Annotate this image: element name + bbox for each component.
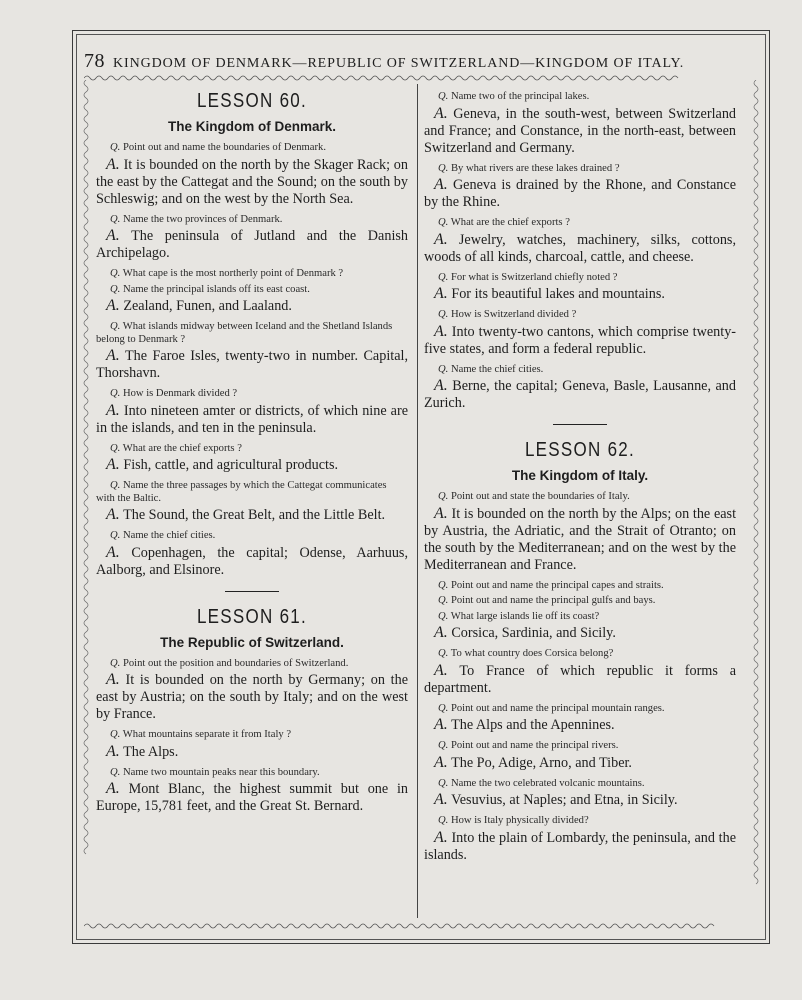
- question-text: Point out and name the principal gulfs and bays.: [450, 595, 656, 606]
- question-label: Q.: [110, 766, 121, 778]
- question: [424, 491, 736, 504]
- answer: [96, 156, 408, 208]
- page-number: 78: [84, 50, 105, 72]
- answer: [424, 505, 736, 574]
- answer-label: A.: [434, 322, 448, 340]
- question: [424, 595, 736, 608]
- answer-text: The peninsula of Jutland and the Danish Archipelago.: [96, 228, 408, 261]
- question-text: How is Switzerland divided ?: [450, 309, 577, 320]
- answer-label: A.: [434, 285, 448, 302]
- question: [96, 284, 408, 297]
- answer: [424, 231, 736, 266]
- answer-text: The Po, Adige, Arno, and Tiber.: [451, 754, 632, 771]
- answer-label: A.: [434, 377, 448, 394]
- question-text: What large islands lie off its coast?: [450, 610, 600, 622]
- question-text: Name the chief cities.: [450, 363, 544, 375]
- answer-text: Jewelry, watches, machinery, silks, cottons, woods of all kinds, charcoal, cattle, and cheese.: [424, 231, 736, 265]
- qa-list: [424, 491, 736, 864]
- question-text: What are the chief exports ?: [450, 217, 570, 228]
- question-label: Q.: [110, 442, 121, 454]
- answer-label: A.: [434, 828, 448, 846]
- question-text: What cape is the most northerly point of Denmark ?: [122, 268, 344, 279]
- question-text: Name the three passages by which the Cattegat communicates with the Baltic.: [96, 480, 387, 504]
- answer-text: The Faroe Isles, twenty-two in number. Capital, Thorshavn.: [96, 348, 408, 381]
- question-label: Q.: [110, 530, 121, 541]
- qa-list: [424, 91, 736, 412]
- answer-text: Vesuvius, at Naples; and Etna, in Sicily.: [451, 792, 678, 808]
- answer: [96, 544, 408, 579]
- question-label: Q.: [110, 321, 121, 332]
- answer-text: For its beautiful lakes and mountains.: [451, 286, 665, 302]
- answer-label: A.: [106, 742, 120, 760]
- answer: [96, 743, 408, 761]
- lesson-separator: [553, 424, 607, 425]
- question-text: To what country does Corsica belong?: [450, 648, 614, 659]
- answer-text: Geneva, in the south-west, between Switzerland and France; and Constance, in the north-east, between Switzerland and Germany.: [424, 105, 737, 156]
- question-label: Q.: [110, 142, 121, 153]
- question-label: Q.: [438, 217, 449, 228]
- answer-label: A.: [106, 543, 120, 561]
- question-label: Q.: [438, 777, 449, 789]
- answer-label: A.: [106, 347, 120, 364]
- answer-label: A.: [106, 780, 120, 797]
- question-label: Q.: [438, 309, 449, 320]
- question-text: Point out the position and boundaries of Switzerland.: [122, 657, 349, 669]
- answer-text: The Alps.: [123, 743, 179, 760]
- question-text: By what rivers are these lakes drained ?: [450, 162, 620, 174]
- lesson-subtitle: The Kingdom of Denmark.: [167, 119, 336, 134]
- question: [96, 480, 408, 505]
- qa-list: [96, 658, 408, 816]
- answer-text: Fish, cattle, and agricultural products.: [123, 457, 339, 473]
- question-text: How is Italy physically divided?: [450, 815, 589, 826]
- answer-label: A.: [106, 401, 120, 419]
- wavy-rule-bottom: [84, 922, 756, 930]
- question-label: Q.: [438, 595, 449, 606]
- question-label: Q.: [110, 283, 121, 295]
- question-text: Point out and name the principal mountain ranges.: [450, 702, 665, 714]
- answer-label: A.: [434, 753, 448, 771]
- question-text: What islands midway between Iceland and the Shetland Islands belong to Denmark ?: [96, 321, 393, 345]
- question-label: Q.: [438, 610, 449, 622]
- question: [96, 388, 408, 401]
- question-text: Point out and name the boundaries of Denmark.: [122, 142, 326, 153]
- answer-label: A.: [106, 227, 120, 244]
- question-text: Point out and state the boundaries of Italy.: [450, 491, 630, 502]
- column-divider: [417, 84, 418, 918]
- question: [424, 815, 736, 828]
- question: [424, 778, 736, 791]
- question-label: Q.: [438, 363, 449, 375]
- answer-text: It is bounded on the north by the Alps; on the east by Austria, the Adriatic, and the Strait of Otranto; on the south by the Mediterranean; and on the west by the Mediterranean and France.: [424, 505, 737, 573]
- answer-label: A.: [106, 456, 120, 473]
- question-text: Name the chief cities.: [122, 530, 216, 541]
- answer: [96, 227, 408, 262]
- answer-text: Copenhagen, the capital; Odense, Aarhuus, Aalborg, and Elsinore.: [96, 544, 408, 578]
- question: [96, 658, 408, 671]
- wavy-rule-right: [752, 80, 760, 922]
- lesson-separator: [225, 591, 279, 592]
- question-text: Point out and name the principal capes and straits.: [450, 579, 664, 591]
- question-label: Q.: [438, 740, 449, 751]
- question-label: Q.: [110, 213, 121, 225]
- page-header: [84, 50, 756, 72]
- answer: [96, 456, 408, 474]
- lesson-subtitle: The Kingdom of Italy.: [511, 468, 649, 483]
- wavy-rule-top: [84, 74, 756, 82]
- question-text: What are the chief exports ?: [122, 442, 242, 454]
- question-text: Point out and name the principal rivers.: [450, 740, 619, 751]
- question-text: How is Denmark divided ?: [122, 388, 238, 399]
- question-label: Q.: [438, 648, 449, 659]
- question: [96, 268, 408, 281]
- answer: [424, 754, 736, 772]
- qa-list: [96, 142, 408, 579]
- answer: [96, 780, 408, 815]
- question-label: Q.: [438, 91, 449, 102]
- question-label: Q.: [110, 480, 121, 491]
- answer-label: A.: [106, 297, 120, 314]
- answer: [424, 716, 736, 734]
- answer: [424, 105, 736, 157]
- question-label: Q.: [438, 702, 449, 714]
- question: [424, 272, 736, 285]
- answer-label: A.: [434, 176, 448, 193]
- answer-label: A.: [434, 661, 448, 679]
- answer: [96, 297, 408, 315]
- answer-label: A.: [434, 716, 448, 733]
- question-label: Q.: [438, 491, 449, 502]
- question-text: For what is Switzerland chiefly noted ?: [450, 271, 618, 283]
- question: [96, 530, 408, 543]
- question-label: Q.: [110, 657, 121, 669]
- question-label: Q.: [438, 271, 449, 283]
- answer: [424, 285, 736, 303]
- answer-text: Into the plain of Lombardy, the peninsula, and the islands.: [424, 829, 736, 863]
- question-text: Name the principal islands off its east coast.: [122, 283, 310, 295]
- answer: [424, 662, 736, 697]
- question-text: What mountains separate it from Italy ?: [122, 729, 292, 740]
- answer-label: A.: [434, 624, 448, 641]
- question: [424, 217, 736, 230]
- question-text: Name the two celebrated volcanic mountains.: [450, 777, 645, 789]
- answer-label: A.: [434, 104, 448, 122]
- question-label: Q.: [438, 162, 449, 174]
- answer-text: Geneva is drained by the Rhone, and Constance by the Rhine.: [424, 177, 736, 210]
- question-label: Q.: [438, 579, 449, 591]
- question: [424, 309, 736, 322]
- question: [96, 729, 408, 742]
- lesson-title: LESSON 60.: [196, 90, 308, 112]
- question-text: Name the two provinces of Denmark.: [122, 213, 283, 225]
- answer-text: It is bounded on the north by Germany; on the east by Austria; on the south by Italy; and on the west by France.: [96, 672, 408, 722]
- question: [424, 580, 736, 593]
- question: [424, 703, 736, 716]
- answer-text: To France of which republic it forms a department.: [424, 662, 737, 696]
- lesson-title: LESSON 62.: [524, 439, 636, 461]
- answer: [424, 323, 736, 358]
- question-text: Name two of the principal lakes.: [450, 91, 590, 102]
- question: [424, 364, 736, 377]
- answer-text: Corsica, Sardinia, and Sicily.: [451, 625, 616, 641]
- question-label: Q.: [110, 388, 121, 399]
- answer-text: It is bounded on the north by the Skager Rack; on the east by the Cattegat and the Sound; on the south by Schleswig; and on the west by the North Sea.: [96, 156, 408, 207]
- answer: [96, 347, 408, 382]
- answer: [424, 377, 736, 412]
- answer-text: Mont Blanc, the highest summit but one in Europe, 15,781 feet, and the Great St. Bernard.: [96, 781, 409, 814]
- answer-label: A.: [106, 506, 120, 523]
- question: [96, 443, 408, 456]
- left-column: [96, 88, 408, 821]
- answer: [96, 506, 408, 524]
- answer-text: The Sound, the Great Belt, and the Little Belt.: [123, 507, 386, 523]
- question: [424, 611, 736, 624]
- answer-label: A.: [434, 791, 448, 808]
- answer: [424, 624, 736, 642]
- answer-label: A.: [434, 504, 448, 522]
- question: [424, 91, 736, 104]
- question: [96, 321, 408, 346]
- answer-text: Zealand, Funen, and Laaland.: [123, 298, 292, 314]
- answer-label: A.: [106, 155, 120, 173]
- wavy-rule-left: [82, 80, 90, 922]
- answer-text: Into twenty-two cantons, which comprise twenty-five states, and form a federal republic.: [424, 323, 737, 357]
- answer: [96, 671, 408, 723]
- answer: [424, 829, 736, 864]
- running-head: KINGDOM OF DENMARK—REPUBLIC OF SWITZERLAND—KINGDOM OF ITALY.: [113, 56, 685, 71]
- answer-label: A.: [434, 230, 448, 248]
- answer: [424, 176, 736, 211]
- question: [96, 767, 408, 780]
- answer-text: Berne, the capital; Geneva, Basle, Lausanne, and Zurich.: [424, 378, 736, 411]
- answer-text: The Alps and the Apennines.: [451, 717, 615, 733]
- question: [96, 142, 408, 155]
- question: [96, 214, 408, 227]
- question: [424, 740, 736, 753]
- question-label: Q.: [110, 729, 121, 740]
- question-text: Name two mountain peaks near this boundary.: [122, 766, 320, 778]
- answer: [424, 791, 736, 809]
- answer: [96, 402, 408, 437]
- answer-text: Into nineteen amter or districts, of which nine are in the islands, and ten in the peninsula.: [96, 402, 409, 436]
- question-label: Q.: [110, 268, 121, 279]
- question: [424, 648, 736, 661]
- question: [424, 163, 736, 176]
- lesson-subtitle: The Republic of Switzerland.: [160, 634, 344, 650]
- lesson-title: LESSON 61.: [196, 605, 308, 628]
- answer-label: A.: [106, 671, 120, 688]
- right-column: [424, 88, 736, 870]
- question-label: Q.: [438, 815, 449, 826]
